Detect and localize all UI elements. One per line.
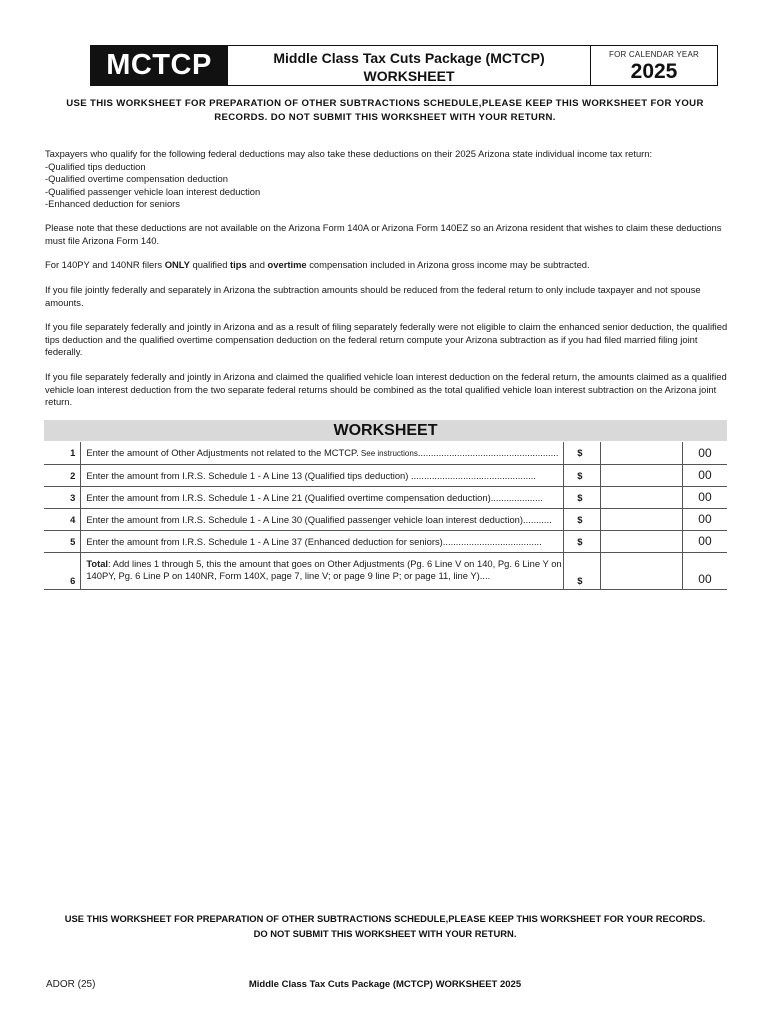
intro-item: -Enhanced deduction for seniors [45,198,180,209]
worksheet-title: WORKSHEET [44,420,727,441]
line-description [81,464,564,486]
total-label: Total [86,557,109,569]
line-dots: ........... [523,513,552,525]
intro-lead: Taxpayers who qualify for the following federal deductions may also take these deductions on their 2025 Arizona state individual income tax return: [45,148,653,159]
bottom-notice-line2: DO NOT SUBMIT THIS WORKSHEET WITH YOUR RETURN. [253,928,517,939]
line-number: 5 [44,530,81,552]
top-notice: USE THIS WORKSHEET FOR PREPARATION OF OTHER SUBTRACTIONS SCHEDULE,PLEASE KEEP THIS WORKSHEET FOR YOUR RECORDS. DO NOT SUBMIT THIS WORKSHEET WITH YOUR RETURN. [66,98,704,123]
bottom-notice [40,911,730,941]
line-2-amount-field[interactable] [601,464,683,486]
line-text: Enter the amount from I.R.S. Schedule 1 - A Line 21 (Qualified overtime compensation deduction) [86,491,491,503]
line-number: 3 [44,486,81,508]
line-cents: 00 [682,552,727,589]
dollar-sign: $ [564,530,601,552]
line-number: 1 [44,442,81,464]
line-cents: 00 [682,508,727,530]
nr-text: compensation included in Arizona gross income may be subtracted. [306,259,590,270]
line-number: 6 [44,552,81,589]
line-number: 2 [44,464,81,486]
line-dots: ...................................................... [417,447,559,459]
line-note: See instructions [358,449,418,459]
worksheet-line-6-total [44,552,727,589]
line-description [81,508,564,530]
line-dots: ...................................... [442,535,542,547]
form-code-logo: MCTCP [90,45,228,86]
dollar-sign: $ [564,508,601,530]
line-cents: 00 [682,464,727,486]
line-dots: ................................................ [408,469,537,481]
line-dots: .................... [490,491,543,503]
vehicle-loan-paragraph: If you file separately federally and jointly in Arizona and claimed the qualified vehicle loan interest deduction on the federal return, the amounts claimed as a qualified vehicle loan interest deduction from the two separate federal returns should be combined as the total qualified vehicle loan interest subtraction on the Arizona joint return. [45,371,727,407]
line-text: Enter the amount from I.R.S. Schedule 1 - A Line 30 (Qualified passenger vehicle loan interest deduction) [86,513,524,525]
worksheet-line-4 [44,508,727,530]
worksheet-table [44,442,727,590]
note-paragraph: Please note that these deductions are not available on the Arizona Form 140A or Arizona Form 140EZ so an Arizona resident that wishes to claim these deductions must file Arizona Form 140. [45,222,722,246]
line-1-amount-field[interactable] [601,442,683,464]
line-description [81,486,564,508]
separate-federal-paragraph: If you file separately federally and jointly in Arizona and as a result of filing separately federally were not eligible to claim the enhanced senior deduction, the qualified tips deduction and the qualified overtime compensation deduction on the federal return compute your Arizona subtraction as if you had filed married filing joint federally. [45,321,728,357]
intro-paragraph [45,148,728,211]
line-4-amount-field[interactable] [601,508,683,530]
worksheet-line-3 [44,486,727,508]
line-cents: 00 [682,486,727,508]
nr-overtime: overtime [267,259,307,270]
form-title [228,45,590,86]
line-6-amount-field[interactable] [601,552,683,589]
nr-filers-paragraph [45,259,728,272]
calendar-year-box [590,45,718,86]
line-5-amount-field[interactable] [601,530,683,552]
nr-tips: tips [230,259,247,270]
line-text: Enter the amount from I.R.S. Schedule 1 - A Line 37 (Enhanced deduction for seniors) [86,535,443,547]
dollar-sign: $ [564,442,601,464]
worksheet-line-1 [44,442,727,464]
line-cents: 00 [682,530,727,552]
calendar-year-label: FOR CALENDAR YEAR [609,50,699,59]
dollar-sign: $ [564,464,601,486]
worksheet-line-2 [44,464,727,486]
worksheet-line-5 [44,530,727,552]
intro-item: -Qualified overtime compensation deduction [45,173,228,184]
line-description [81,530,564,552]
line-cents: 00 [682,442,727,464]
form-title-line2: WORKSHEET [363,68,455,84]
line-description [81,552,564,589]
footer-form-id: ADOR (25) [46,979,96,990]
footer-title: Middle Class Tax Cuts Package (MCTCP) WORKSHEET 2025 [248,979,522,990]
intro-item: -Qualified tips deduction [45,160,146,172]
joint-federal-paragraph: If you file jointly federally and separately in Arizona the subtraction amounts should be reduced from the federal return to only include taxpayer and not spouse amounts. [45,284,701,308]
bottom-notice-line1: USE THIS WORKSHEET FOR PREPARATION OF OTHER SUBTRACTIONS SCHEDULE,PLEASE KEEP THIS WORKSHEET FOR YOUR RECORDS. [64,913,706,924]
line-number: 4 [44,508,81,530]
line-description [81,442,564,464]
nr-text: For 140PY and 140NR filers [45,259,165,270]
line-text: Enter the amount from I.R.S. Schedule 1 - A Line 13 (Qualified tips deduction) [86,469,409,481]
dollar-sign: $ [564,486,601,508]
intro-item: -Qualified passenger vehicle loan interest deduction [45,185,261,197]
calendar-year-value: 2025 [630,60,678,83]
nr-text: qualified [189,259,231,270]
line-text: Enter the amount of Other Adjustments not related to the MCTCP. [86,447,359,459]
form-title-line1: Middle Class Tax Cuts Package (MCTCP) [273,50,545,66]
line-text: : Add lines 1 through 5, this the amount that goes on Other Adjustments (Pg. 6 Line V on 140, Pg. 6 Line Y on 140PY, Pg. 6 Line P on 140NR, Form 140X, page 7, line V; or page 9 line P; or page 11, line Y).... [86,557,562,581]
nr-text: and [246,259,268,270]
dollar-sign: $ [564,552,601,589]
line-3-amount-field[interactable] [601,486,683,508]
nr-only: ONLY [164,259,190,270]
